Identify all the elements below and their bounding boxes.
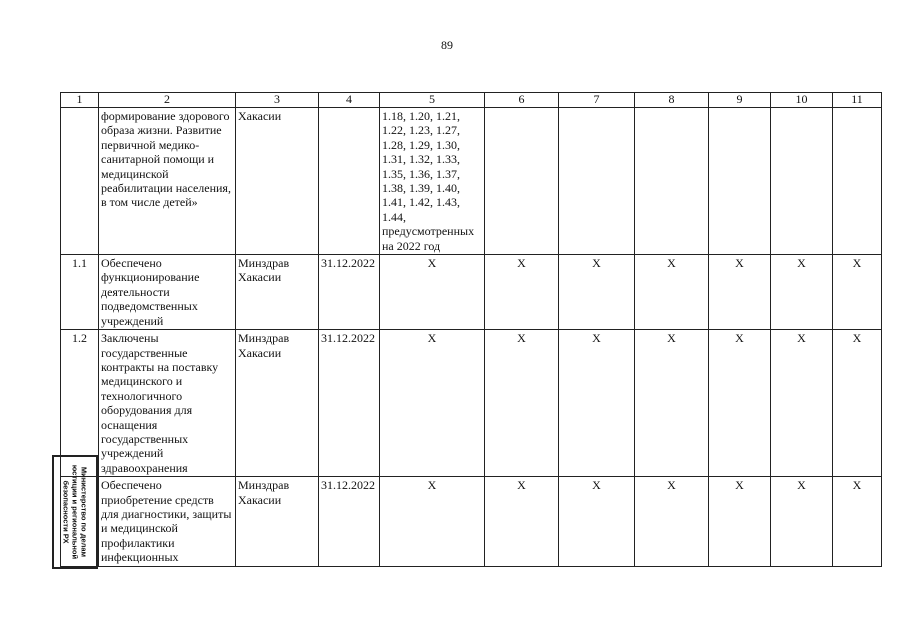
stamp-line: юстиции и региональной [70,464,80,560]
row-number [61,108,99,255]
row-executor: Хакасии [236,108,319,255]
program-table [60,92,882,567]
column-number: 5 [380,93,485,108]
row-cell [771,108,833,255]
row-cell: Х [485,477,559,566]
column-number: 6 [485,93,559,108]
row-deadline: 31.12.2022 [319,330,380,477]
row-number: 1.2 [61,330,99,477]
row-deadline: 31.12.2022 [319,255,380,330]
row-cell: Х [485,255,559,330]
row-cell: Х [833,330,882,477]
row-description: Обеспечено приобретение средств для диагностики, защиты и медицинской профилактики инфекционных [99,477,236,566]
row-cell: Х [559,477,635,566]
stamp-text [62,459,89,565]
row-cell [709,108,771,255]
row-executor: Минздрав Хакасии [236,255,319,330]
row-number: 1.1 [61,255,99,330]
column-number: 1 [61,93,99,108]
row-cell: Х [559,255,635,330]
column-number: 2 [99,93,236,108]
row-description: Заключены государственные контракты на поставку медицинского и технологичного оборудования для оснащения государственных учреждений здравоохранения [99,330,236,477]
official-stamp [52,455,98,569]
row-cell: Х [833,477,882,566]
table-row [61,108,882,255]
column-number-row [61,93,882,108]
page-number: 89 [441,38,453,52]
stamp-line: безопасности РХ [61,480,71,544]
row-cell: Х [485,330,559,477]
column-number: 8 [635,93,709,108]
row-cell: Х [559,330,635,477]
row-executor: Минздрав Хакасии [236,330,319,477]
row-cell [485,108,559,255]
row-cell: Х [380,330,485,477]
table-row [61,255,882,330]
row-cell: Х [709,477,771,566]
table-row [61,330,882,477]
stamp-line: Министерство по делам [79,466,89,558]
column-number: 7 [559,93,635,108]
column-number: 9 [709,93,771,108]
row-cell: Х [380,255,485,330]
row-deadline: 31.12.2022 [319,477,380,566]
row-cell: Х [771,477,833,566]
row-cell: Х [709,330,771,477]
row-indicators: 1.18, 1.20, 1.21, 1.22, 1.23, 1.27, 1.28, 1.29, 1.30, 1.31, 1.32, 1.33, 1.35, 1.36, 1.37, 1.38, 1.39, 1.40, 1.41, 1.42, 1.43, 1.44, предусмотренных на 2022 год [380,108,485,255]
row-cell: Х [771,255,833,330]
row-cell [833,108,882,255]
row-description: формирование здорового образа жизни. Развитие первичной медико-санитарной помощи и медицинской реабилитации населения, в том числе детей» [99,108,236,255]
row-cell: Х [635,255,709,330]
row-cell: Х [771,330,833,477]
row-deadline [319,108,380,255]
row-executor: Минздрав Хакасии [236,477,319,566]
table-row [61,477,882,566]
row-description: Обеспечено функционирование деятельности подведомственных учреждений [99,255,236,330]
row-cell: Х [709,255,771,330]
column-number: 4 [319,93,380,108]
column-number: 3 [236,93,319,108]
row-cell: Х [635,477,709,566]
row-cell [635,108,709,255]
column-number: 10 [771,93,833,108]
row-cell: Х [833,255,882,330]
row-cell: Х [635,330,709,477]
row-cell [559,108,635,255]
column-number: 11 [833,93,882,108]
row-cell: Х [380,477,485,566]
